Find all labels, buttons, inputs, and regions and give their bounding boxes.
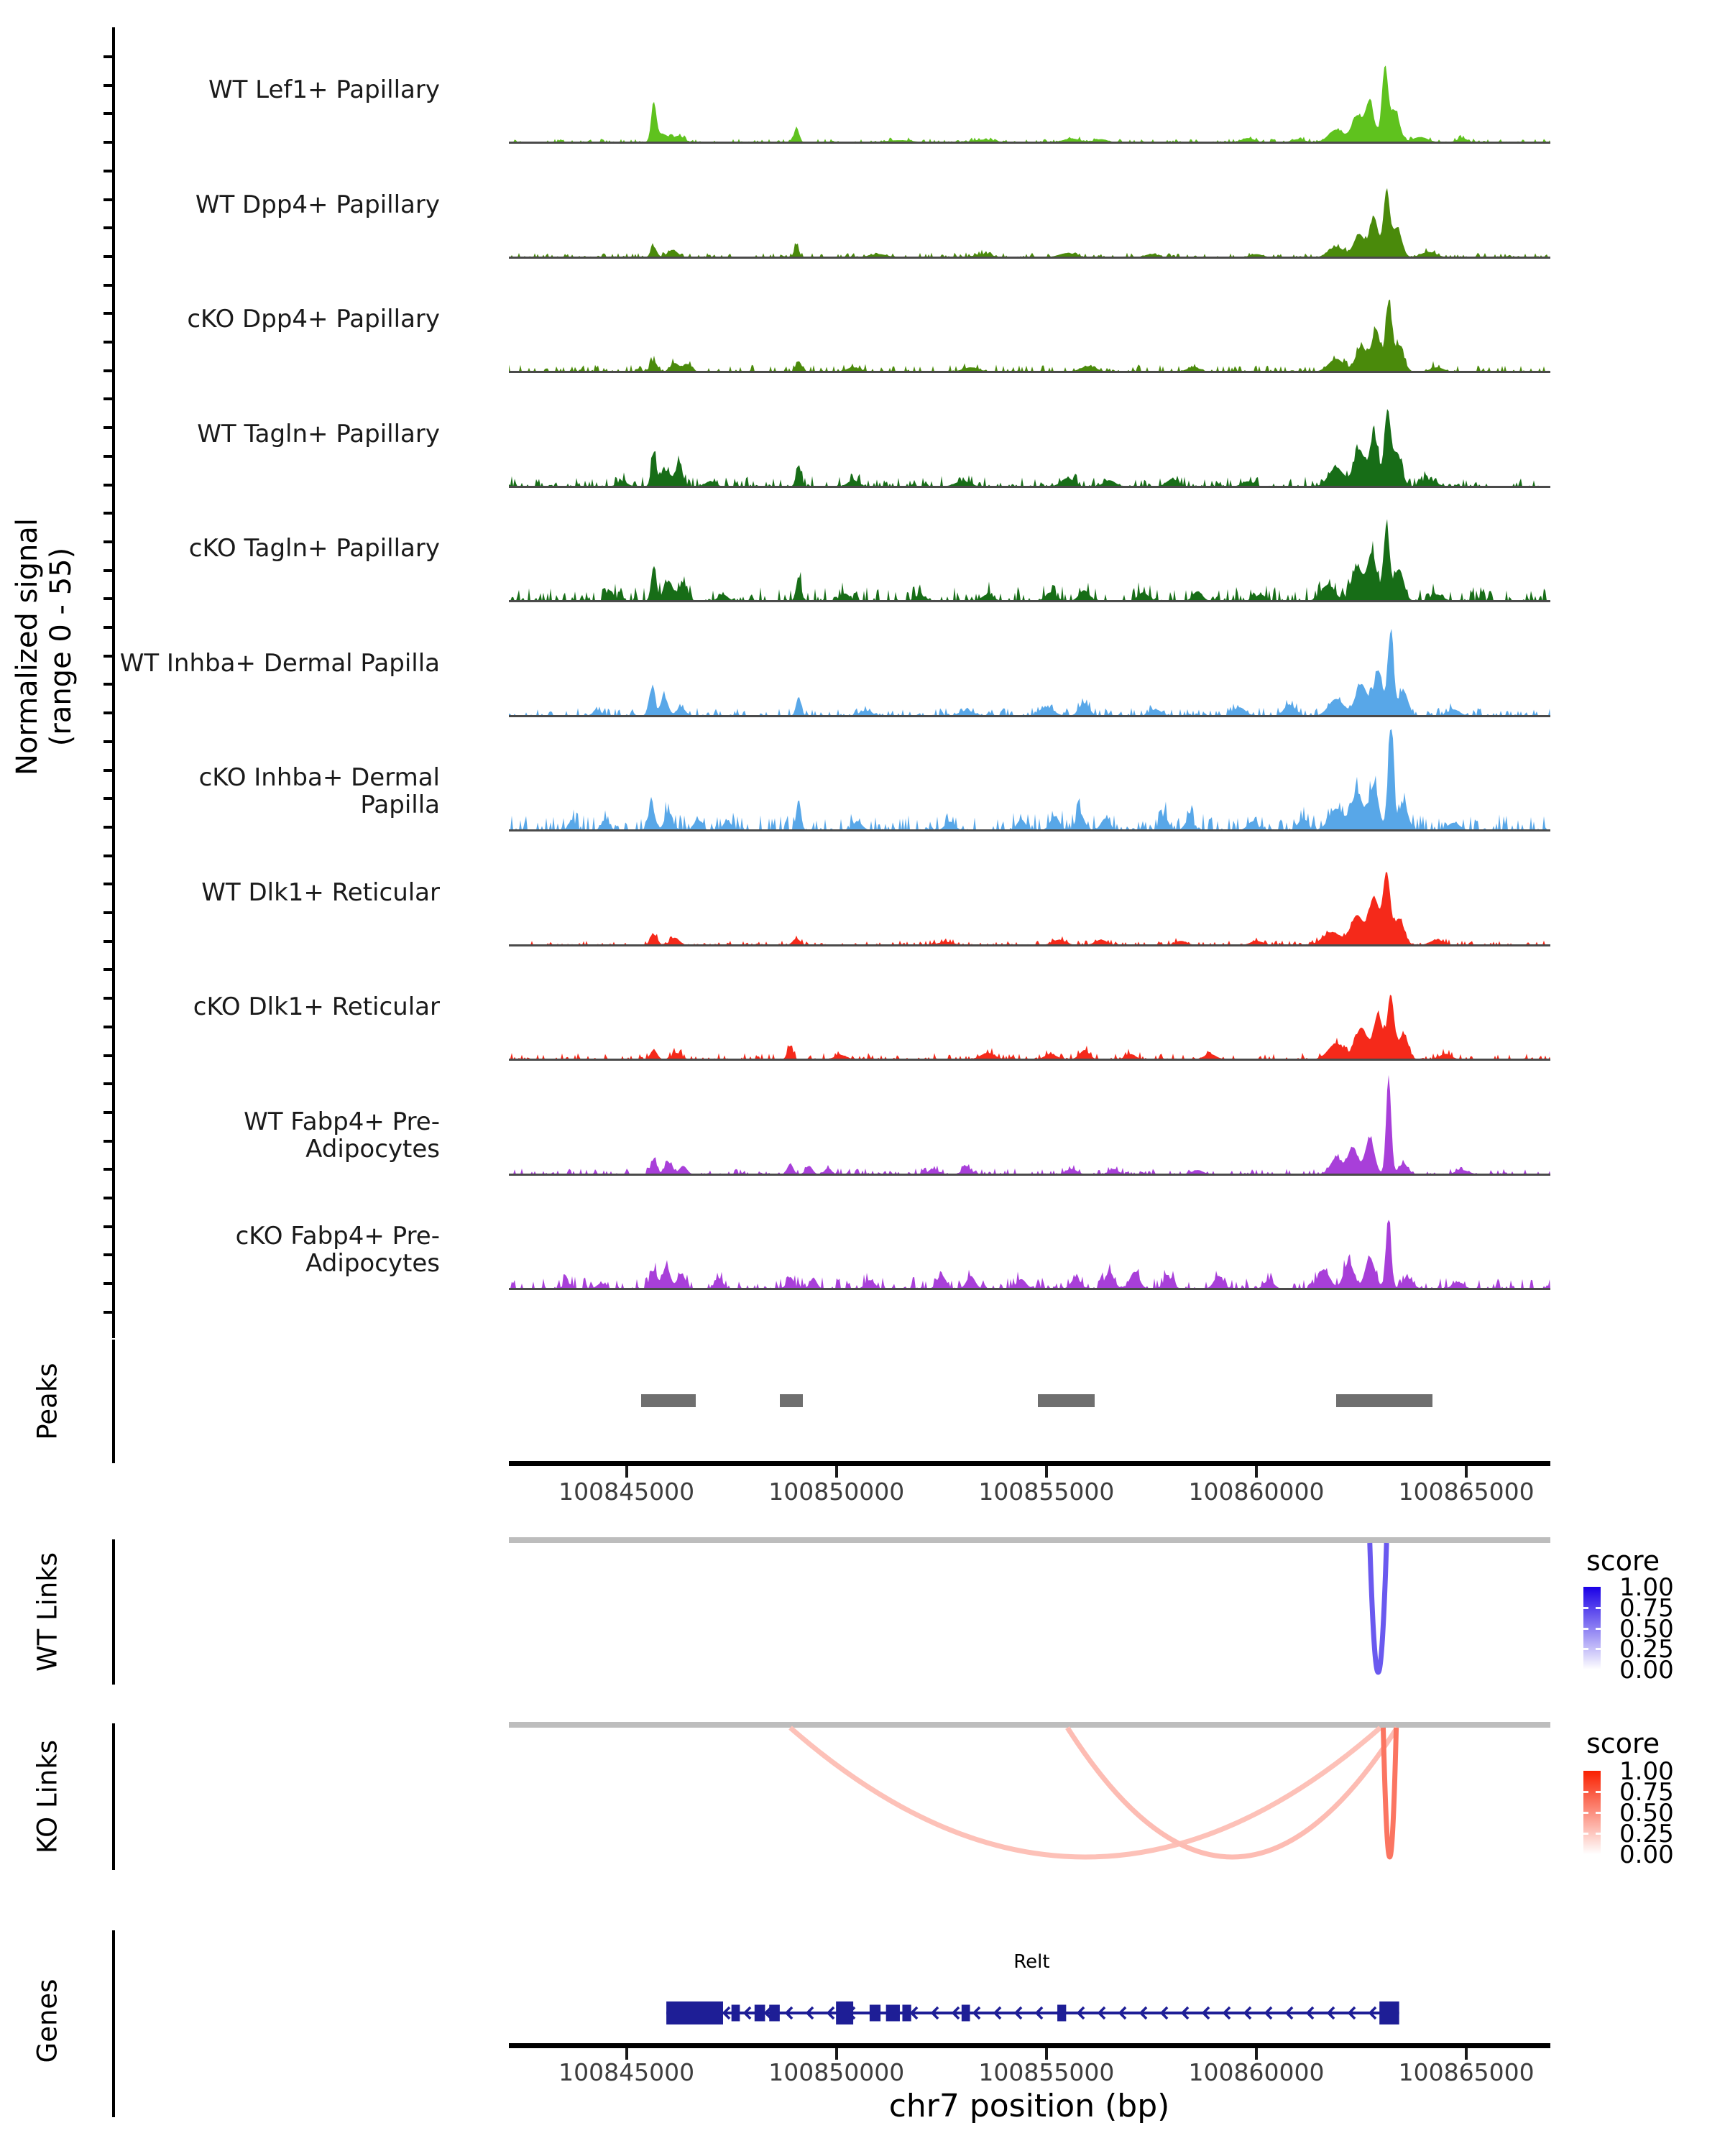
- x-axis-tick: [1255, 1466, 1258, 1478]
- link-arc: [1370, 1543, 1386, 1672]
- coverage-area-polygon: [509, 629, 1550, 716]
- coverage-track-baseline: [509, 1174, 1550, 1176]
- x-axis-tick-label: 100855000: [978, 1478, 1115, 1506]
- ko-links-legend-title: score: [1586, 1728, 1660, 1759]
- coverage-area-polygon: [509, 729, 1550, 831]
- genes-section-label: Genes: [32, 1978, 63, 2063]
- track-label: WT Lef1+ Papillary: [208, 75, 440, 104]
- x-axis-tick-label: 100860000: [1188, 1478, 1325, 1506]
- legend-tick-dash: [1596, 1791, 1601, 1793]
- coverage-area-polygon: [509, 409, 1550, 487]
- legend-tick-label: 0.75: [1619, 1778, 1674, 1807]
- y-axis-tick: [104, 826, 112, 829]
- legend-tick-label: 1.00: [1619, 1573, 1674, 1602]
- legend-tick-label: 0.00: [1619, 1656, 1674, 1685]
- y-axis-tick: [104, 198, 112, 201]
- wt-links-bracket: [112, 1539, 115, 1685]
- coverage-track-baseline: [509, 600, 1550, 602]
- y-axis-tick: [104, 569, 112, 572]
- exon-box: [1379, 2001, 1399, 2024]
- coverage-track-baseline: [509, 486, 1550, 488]
- track-label: cKO Dlk1+ Reticular: [193, 992, 440, 1021]
- exon-box: [1057, 2005, 1066, 2022]
- track-label: WT Fabp4+ Pre-Adipocytes: [244, 1107, 440, 1164]
- y-axis-tick: [104, 911, 112, 914]
- y-axis-tick: [104, 655, 112, 658]
- genes-bracket: [112, 1930, 115, 2117]
- y-axis-tick: [104, 284, 112, 287]
- y-axis-tick: [104, 112, 112, 115]
- x-axis-tick-label: 100860000: [1188, 2058, 1325, 2086]
- y-axis-label-line2: (range 0 - 55): [45, 547, 78, 747]
- legend-tick-dash: [1583, 1628, 1588, 1630]
- x-axis-tick-label: 100865000: [1398, 2058, 1535, 2086]
- legend-tick-dash: [1583, 1607, 1588, 1609]
- x-axis-tick: [1045, 1466, 1048, 1478]
- y-axis-tick: [104, 797, 112, 800]
- coverage-area-polygon: [509, 1075, 1550, 1174]
- x-axis-tick-label: 100865000: [1398, 1478, 1535, 1506]
- y-axis-tick: [104, 84, 112, 87]
- exon-box: [732, 2005, 740, 2022]
- y-axis-tick: [104, 940, 112, 943]
- x-axis-tick-label: 100855000: [978, 2058, 1115, 2086]
- legend-tick-label: 0.00: [1619, 1841, 1674, 1869]
- x-axis-tick-label: 100850000: [768, 1478, 905, 1506]
- gene-model: [509, 1991, 1550, 2041]
- coverage-y-axis-line: [112, 27, 115, 1338]
- y-axis-tick: [104, 1054, 112, 1057]
- coverage-track-baseline: [509, 1288, 1550, 1290]
- track-label: cKO Dpp4+ Papillary: [187, 305, 440, 333]
- y-axis-tick: [104, 626, 112, 629]
- exon-box: [755, 2005, 765, 2022]
- y-axis-tick: [104, 968, 112, 971]
- coverage-track-svg: [509, 379, 1550, 488]
- track-label: cKO Tagln+ Papillary: [188, 534, 440, 563]
- y-axis-tick: [104, 1197, 112, 1199]
- coverage-track-baseline: [509, 142, 1550, 144]
- coverage-area-polygon: [509, 65, 1550, 142]
- coverage-area-polygon: [509, 188, 1550, 257]
- y-axis-label: [11, 518, 78, 775]
- y-axis-tick: [104, 1282, 112, 1285]
- coverage-area-polygon: [509, 872, 1550, 945]
- legend-tick-dash: [1583, 1648, 1588, 1650]
- legend-tick-dash: [1596, 1607, 1601, 1609]
- x-axis-tick-label: 100845000: [558, 1478, 695, 1506]
- y-axis-tick: [104, 455, 112, 458]
- ko-links-section-label: KO Links: [32, 1739, 63, 1854]
- peaks-section-label: Peaks: [32, 1363, 63, 1440]
- coverage-area-polygon: [509, 300, 1550, 372]
- legend-tick-dash: [1596, 1812, 1601, 1814]
- y-axis-tick: [104, 854, 112, 857]
- y-axis-tick: [104, 883, 112, 885]
- peak-interval: [780, 1394, 803, 1407]
- y-axis-tick: [104, 484, 112, 487]
- y-axis-tick: [104, 1026, 112, 1028]
- y-axis-tick: [104, 711, 112, 714]
- x-axis-tick: [835, 1466, 838, 1478]
- y-axis-tick: [104, 369, 112, 372]
- legend-tick-label: 0.25: [1619, 1635, 1674, 1664]
- coverage-track-baseline: [509, 829, 1550, 831]
- track-label: WT Tagln+ Papillary: [197, 420, 440, 448]
- y-axis-tick: [104, 226, 112, 229]
- x-axis-tick: [625, 1466, 628, 1478]
- wt-links-arcs: [509, 1540, 1550, 1684]
- exon-box: [836, 2001, 853, 2024]
- x-axis-tick-label: 100845000: [558, 2058, 695, 2086]
- track-label: cKO Inhba+ Dermal Papilla: [198, 763, 440, 819]
- track-label: WT Inhba+ Dermal Papilla: [119, 649, 440, 678]
- legend-tick-dash: [1583, 1812, 1588, 1814]
- x-axis-tick-label: 100850000: [768, 2058, 905, 2086]
- y-axis-tick: [104, 141, 112, 144]
- coverage-track-svg: [509, 837, 1550, 946]
- link-arc: [1384, 1728, 1397, 1857]
- x-axis-tick: [1465, 1466, 1468, 1478]
- y-axis-tick: [104, 1168, 112, 1171]
- coverage-area-polygon: [509, 1220, 1550, 1289]
- coverage-track-svg: [509, 608, 1550, 717]
- y-axis-tick: [104, 597, 112, 600]
- y-axis-tick: [104, 769, 112, 772]
- coverage-track-svg: [509, 264, 1550, 373]
- y-axis-tick: [104, 1140, 112, 1143]
- y-axis-tick: [104, 540, 112, 543]
- exon-box: [902, 2005, 911, 2022]
- coverage-track-svg: [509, 149, 1550, 259]
- legend-tick-label: 0.50: [1619, 1799, 1674, 1828]
- wt-links-section-label: WT Links: [32, 1552, 63, 1672]
- y-axis-tick: [104, 312, 112, 315]
- exon-box: [962, 2005, 970, 2022]
- coverage-track-svg: [509, 952, 1550, 1061]
- legend-tick-label: 0.75: [1619, 1593, 1674, 1623]
- legend-tick-label: 0.50: [1619, 1614, 1674, 1644]
- y-axis-tick: [104, 1225, 112, 1228]
- legend-tick-dash: [1596, 1628, 1601, 1630]
- legend-tick-dash: [1583, 1791, 1588, 1793]
- track-label: WT Dlk1+ Reticular: [201, 878, 440, 907]
- y-axis-tick: [104, 55, 112, 58]
- coverage-track-svg: [509, 493, 1550, 602]
- y-axis-tick: [104, 512, 112, 515]
- track-label: WT Dpp4+ Papillary: [195, 190, 440, 219]
- y-axis-tick: [104, 170, 112, 172]
- y-axis-tick: [104, 997, 112, 1000]
- coverage-track-svg: [509, 34, 1550, 144]
- ko-links-arcs: [509, 1725, 1550, 1869]
- exon-box: [769, 2005, 780, 2022]
- wt-links-legend-title: score: [1586, 1545, 1660, 1577]
- track-label: cKO Fabp4+ Pre-Adipocytes: [235, 1222, 440, 1278]
- y-axis-tick: [104, 1111, 112, 1114]
- coverage-track-baseline: [509, 944, 1550, 946]
- y-axis-tick: [104, 683, 112, 686]
- peak-interval: [641, 1394, 696, 1407]
- peak-interval: [1336, 1394, 1432, 1407]
- legend-tick-dash: [1596, 1648, 1601, 1650]
- coverage-track-baseline: [509, 371, 1550, 373]
- y-axis-tick: [104, 255, 112, 258]
- coverage-area-polygon: [509, 519, 1550, 601]
- legend-tick-dash: [1596, 1833, 1601, 1835]
- y-axis-label-line1: Normalized signal: [11, 518, 44, 775]
- link-arc: [1067, 1728, 1397, 1857]
- y-axis-tick: [104, 1253, 112, 1256]
- gene-name-label: Relt: [1013, 1951, 1050, 1973]
- x-axis-bottom-line: [509, 2043, 1550, 2048]
- coverage-track-svg: [509, 722, 1550, 831]
- coverage-track-baseline: [509, 1059, 1550, 1061]
- y-axis-tick: [104, 1311, 112, 1314]
- exon-box: [870, 2005, 880, 2022]
- coverage-track-baseline: [509, 257, 1550, 259]
- exon-box: [666, 2001, 723, 2024]
- legend-tick-label: 0.25: [1619, 1820, 1674, 1848]
- x-axis-top-line: [509, 1461, 1550, 1466]
- y-axis-tick: [104, 341, 112, 344]
- coverage-track-baseline: [509, 715, 1550, 717]
- coverage-area-polygon: [509, 995, 1550, 1059]
- peak-interval: [1038, 1394, 1095, 1407]
- coverage-track-svg: [509, 1181, 1550, 1290]
- legend-tick-dash: [1583, 1833, 1588, 1835]
- ko-links-bracket: [112, 1723, 115, 1870]
- y-axis-tick: [104, 397, 112, 400]
- coverage-track-svg: [509, 1067, 1550, 1176]
- y-axis-tick: [104, 426, 112, 429]
- y-axis-tick: [104, 740, 112, 743]
- exon-box: [886, 2005, 900, 2022]
- x-axis-title: chr7 position (bp): [888, 2088, 1170, 2124]
- peaks-bracket: [112, 1340, 115, 1463]
- y-axis-tick: [104, 1082, 112, 1085]
- legend-tick-label: 1.00: [1619, 1757, 1674, 1786]
